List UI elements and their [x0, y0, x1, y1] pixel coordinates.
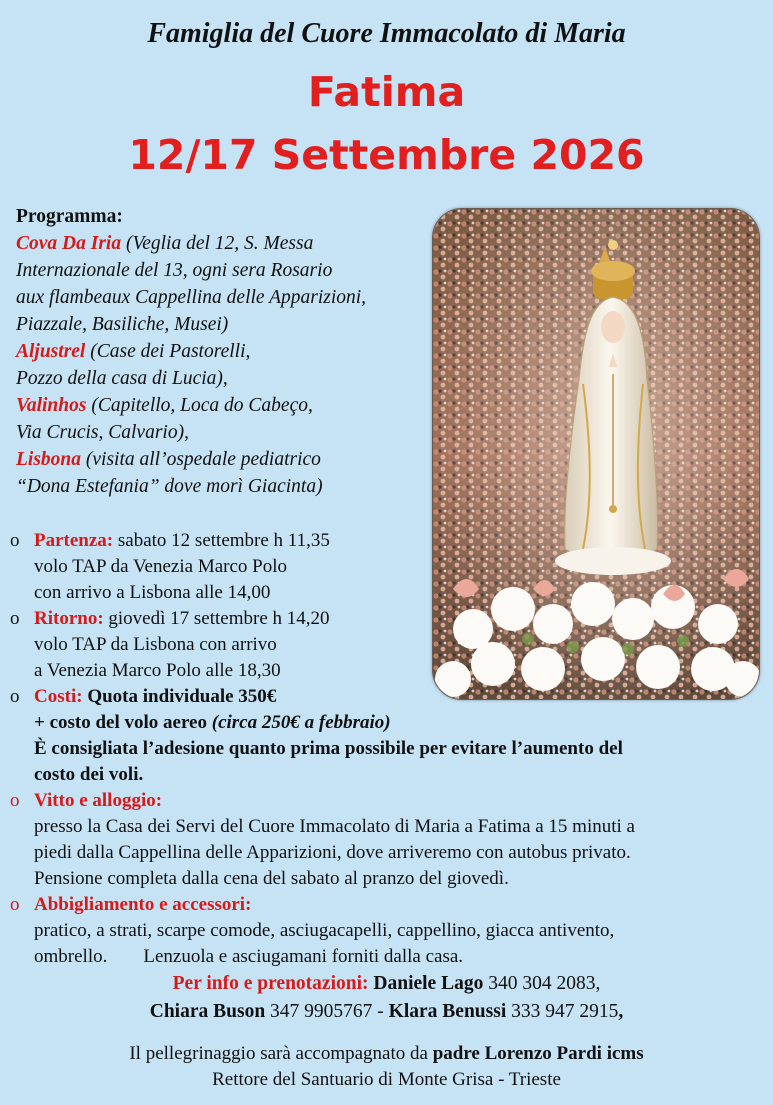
- programma-aljustrel: [16, 338, 416, 365]
- bullet-icon: o: [10, 530, 20, 551]
- partenza-label: Partenza:: [34, 530, 114, 551]
- dates-title: 12/17 Settembre 2026: [128, 131, 645, 179]
- abbigliamento-item: [10, 892, 750, 970]
- aljustrel-desc-2: Pozzo della casa di Lucia),: [16, 368, 228, 389]
- bullet-icon: o: [10, 894, 20, 915]
- costi-line-2b: (circa 250€ a febbraio): [211, 712, 391, 733]
- organization-title: Famiglia del Cuore Immacolato di Maria: [147, 18, 626, 49]
- partenza-item: [10, 528, 750, 606]
- abbigliamento-line-2b: Lenzuola e asciugamani forniti dalla casa.: [143, 946, 464, 967]
- footer-guide-name: padre Lorenzo Pardi icms: [432, 1043, 644, 1064]
- costi-line-4: costo dei voli.: [34, 764, 144, 785]
- contacts-section: [0, 970, 773, 1026]
- footer-line-2: Rettore del Santuario di Monte Grisa - Trieste: [212, 1069, 561, 1090]
- abbigliamento-line-1: pratico, a strati, scarpe comode, asciugacapelli, cappellino, giacca antivento,: [34, 920, 615, 941]
- vitto-label: Vitto e alloggio:: [34, 790, 163, 811]
- cova-desc-3: aux flambeaux Cappellina delle Apparizioni,: [16, 287, 367, 308]
- programma-lisbona: [16, 446, 416, 473]
- footer-line-1a: Il pellegrinaggio sarà accompagnato da: [129, 1043, 433, 1064]
- partenza-line-1: sabato 12 settembre h 11,35: [113, 530, 330, 551]
- contact-name-2: Chiara Buson: [149, 1001, 266, 1022]
- ritorno-line-2: volo TAP da Lisbona con arrivo: [34, 634, 277, 655]
- cova-desc-1: (Veglia del 12, S. Messa: [121, 233, 314, 254]
- cova-desc-4: Piazzale, Basiliche, Musei): [16, 314, 229, 335]
- destination-title: Fatima: [307, 68, 466, 116]
- contact-name-1: Daniele Lago: [373, 973, 484, 994]
- aljustrel-desc-1: (Case dei Pastorelli,: [85, 341, 251, 362]
- bullet-icon: o: [10, 608, 20, 629]
- ritorno-line-1: giovedì 17 settembre h 14,20: [103, 608, 330, 629]
- costi-line-1: Quota individuale 350€: [82, 686, 277, 707]
- valinhos-desc-2: Via Crucis, Calvario),: [16, 422, 189, 443]
- costi-item: [10, 684, 750, 788]
- ritorno-line-3: a Venezia Marco Polo alle 18,30: [34, 660, 281, 681]
- costi-line-3: È consigliata l’adesione quanto prima possibile per evitare l’aumento del: [34, 738, 623, 759]
- lisbona-desc-2: “Dona Estefania” dove morì Giacinta): [16, 476, 323, 497]
- ritorno-label: Ritorno:: [34, 608, 104, 629]
- programma-heading: Programma:: [16, 206, 123, 227]
- costi-label: Costi:: [34, 686, 83, 707]
- programma-cova: [16, 230, 416, 257]
- footer: [0, 1041, 773, 1093]
- ritorno-item: [10, 606, 750, 684]
- place-cova: Cova Da Iria: [16, 233, 122, 254]
- abbigliamento-label: Abbigliamento e accessori:: [34, 894, 252, 915]
- place-valinhos: Valinhos: [16, 395, 87, 416]
- contact-name-3: Klara Benussi: [388, 1001, 507, 1022]
- contacts-label: Per info e prenotazioni:: [172, 973, 369, 994]
- programma-valinhos: [16, 392, 416, 419]
- valinhos-desc-1: (Capitello, Loca do Cabeço,: [86, 395, 313, 416]
- place-aljustrel: Aljustrel: [16, 341, 86, 362]
- contact-phone-3: 333 947 2915: [506, 1001, 619, 1022]
- programma-section: [16, 203, 416, 500]
- contact-phone-1: 340 304 2083,: [483, 973, 601, 994]
- vitto-line-2: piedi dalla Cappellina delle Apparizioni, dove arriveremo con autobus privato.: [34, 842, 631, 863]
- lisbona-desc-1: (visita all’ospedale pediatrico: [81, 449, 321, 470]
- partenza-line-3: con arrivo a Lisbona alle 14,00: [34, 582, 271, 603]
- place-lisbona: Lisbona: [16, 449, 82, 470]
- vitto-item: [10, 788, 750, 892]
- contact-phone-2: 347 9905767 -: [265, 1001, 389, 1022]
- costi-line-2a: + costo del volo aereo: [34, 712, 212, 733]
- bullet-icon: o: [10, 686, 20, 707]
- vitto-line-1: presso la Casa dei Servi del Cuore Immacolato di Maria a Fatima a 15 minuti a: [34, 816, 635, 837]
- partenza-line-2: volo TAP da Venezia Marco Polo: [34, 556, 288, 577]
- vitto-line-3: Pensione completa dalla cena del sabato al pranzo del giovedì.: [34, 868, 509, 889]
- contacts-tail: ,: [618, 1001, 624, 1022]
- abbigliamento-line-2a: ombrello.: [34, 946, 108, 967]
- bullet-icon: o: [10, 790, 20, 811]
- cova-desc-2: Internazionale del 13, ogni sera Rosario: [16, 260, 333, 281]
- details-section: [10, 528, 750, 970]
